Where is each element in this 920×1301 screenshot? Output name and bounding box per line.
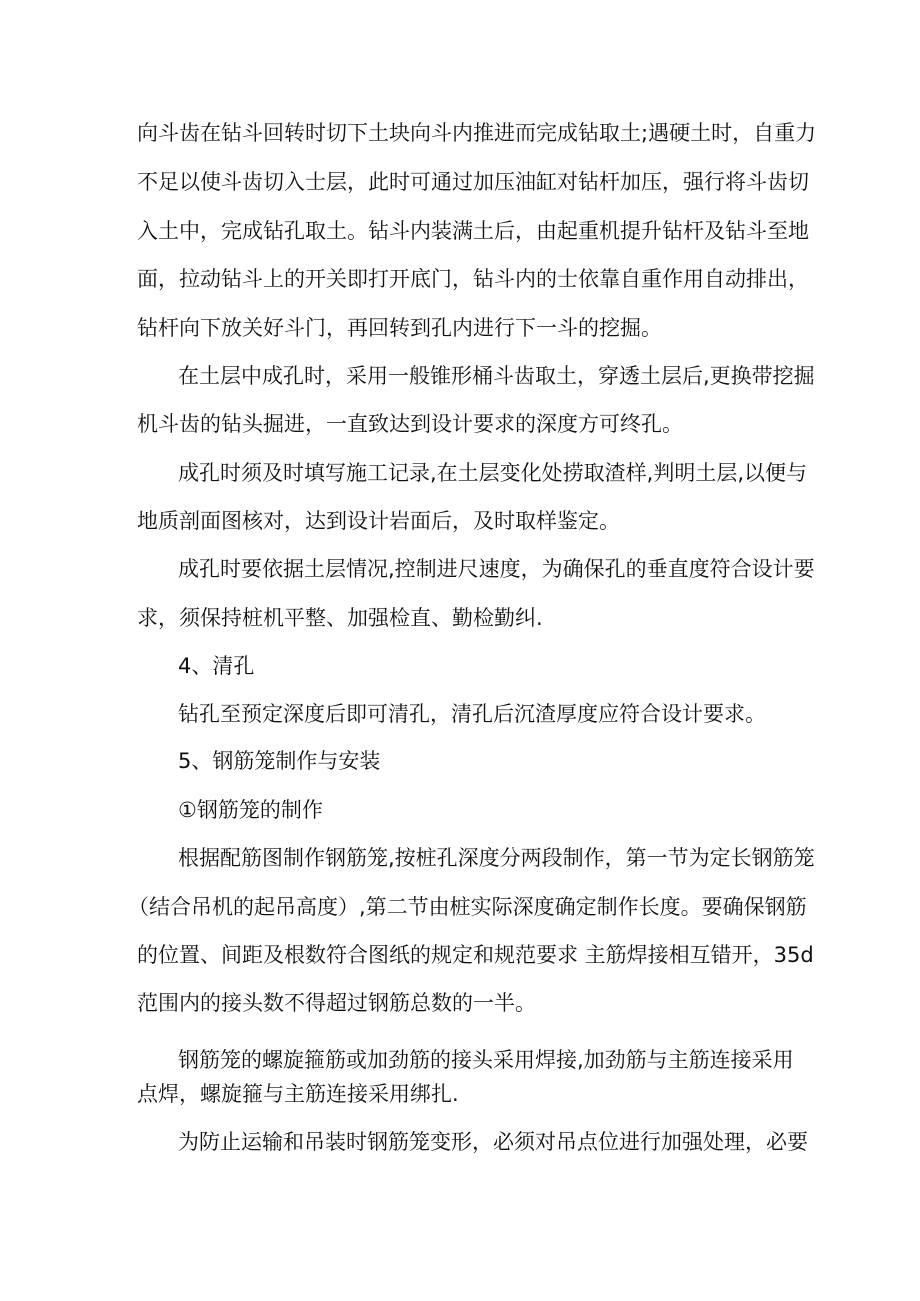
section-heading: 5、钢筋笼制作与安装	[178, 749, 381, 773]
text-line: 范围内的接头数不得超过钢筋总数的一半。	[137, 991, 536, 1015]
text-line: 入土中，完成钻孔取土。钻斗内装满土后，由起重机提升钻杆及钻斗至地	[137, 219, 809, 243]
text-line: 在土层中成孔时，采用一般锥形桶斗齿取土，穿透土层后,更换带挖掘	[178, 364, 815, 388]
text-line: 根据配筋图制作钢筋笼,按桩孔深度分两段制作，第一节为定长钢筋笼	[178, 846, 815, 870]
text-line: 地质剖面图核对，达到设计岩面后，及时取样鉴定。	[137, 509, 620, 533]
text-line: 钢筋笼的螺旋箍筋或加劲筋的接头采用焊接,加劲筋与主筋连接采用	[178, 1048, 794, 1072]
text-line: 求，须保持桩机平整、加强检直、勤检勤纠.	[137, 606, 543, 630]
section-heading: 4、清孔	[178, 654, 255, 678]
text-line: 钻孔至预定深度后即可清孔，清孔后沉渣厚度应符合设计要求。	[178, 702, 766, 726]
text-line: 向斗齿在钻斗回转时切下土块向斗内推进而完成钻取土;遇硬土时，自重力	[137, 121, 817, 145]
text-line: 面，拉动钻斗上的开关即打开底门，钻斗内的士依靠自重作用自动排出，	[137, 267, 809, 291]
text-line: 机斗齿的钻头掘进，一直致达到设计要求的深度方可终孔。	[137, 412, 683, 436]
text-line: 为防止运输和吊装时钢筋笼变形，必须对吊点位进行加强处理，必要	[178, 1130, 808, 1154]
text-line: 成孔时要依据土层情况,控制进尺速度，为确保孔的垂直度符合设计要	[178, 557, 815, 581]
text-line: 钻杆向下放关好斗门，再回转到孔内进行下一斗的挖掘。	[137, 316, 662, 340]
text-line: （结合吊机的起吊高度）,第二节由桩实际深度确定制作长度。要确保钢筋	[128, 895, 807, 919]
text-line: 的位置、间距及根数符合图纸的规定和规范要求 主筋焊接相互错开，35d	[137, 943, 814, 967]
text-line: 点焊，螺旋箍与主筋连接采用绑扎.	[137, 1082, 459, 1106]
subsection-heading: ①钢筋笼的制作	[178, 798, 323, 822]
text-line: 成孔时须及时填写施工记录,在土层变化处捞取渣样,判明土层,以便与	[178, 461, 808, 485]
text-line: 不足以使斗齿切入士层，此时可通过加压油缸对钻杆加压，强行将斗齿切	[137, 170, 809, 194]
